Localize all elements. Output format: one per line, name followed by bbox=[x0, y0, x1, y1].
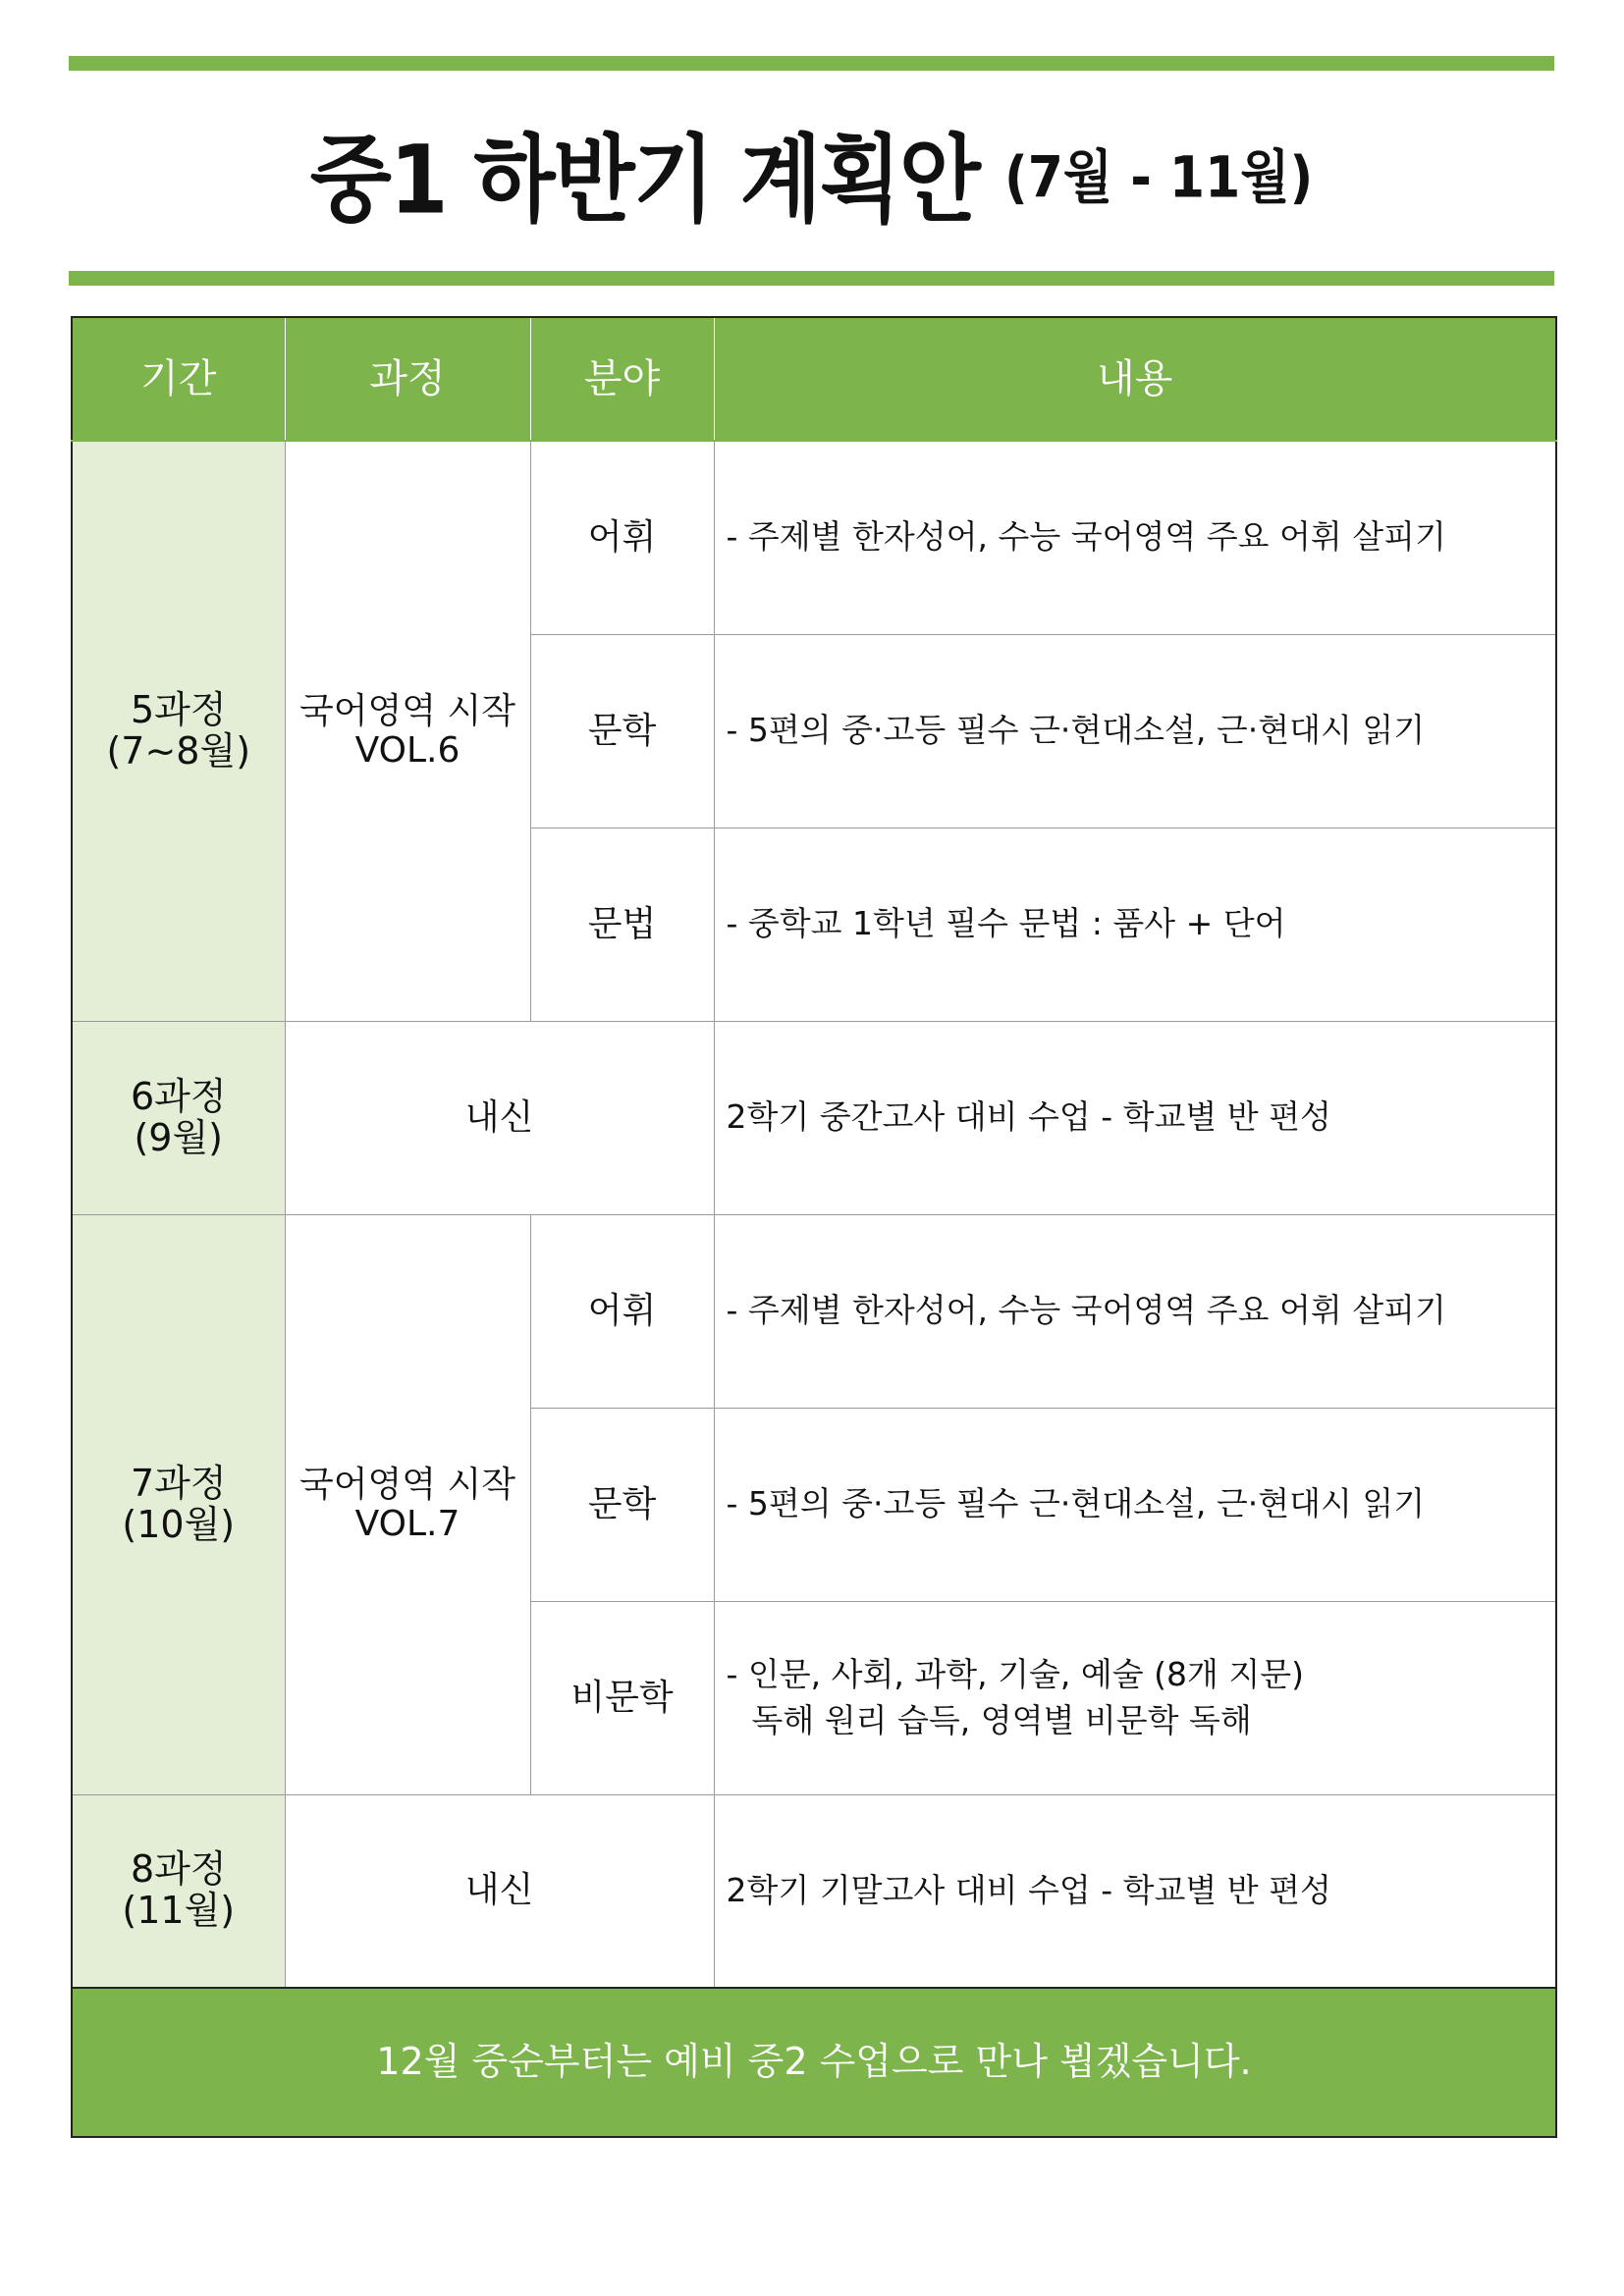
course-volume: VOL.6 bbox=[354, 729, 460, 771]
content-line: 독해 원리 습득, 영역별 비문학 독해 bbox=[751, 1700, 1252, 1739]
course-volume: VOL.7 bbox=[354, 1503, 460, 1544]
period-label: 7과정 bbox=[130, 1461, 227, 1505]
field-cell: 문학 bbox=[530, 1408, 714, 1601]
content-line: - 5편의 중·고등 필수 근·현대소설, 근·현대시 읽기 bbox=[726, 711, 1426, 750]
field-cell: 문법 bbox=[530, 828, 714, 1021]
period-cell bbox=[72, 1214, 285, 1794]
period-cell bbox=[72, 1021, 285, 1214]
content-cell bbox=[714, 1408, 1556, 1601]
field-cell: 문학 bbox=[530, 634, 714, 828]
header-content: 내용 bbox=[714, 317, 1556, 441]
course-cell: 내신 bbox=[285, 1794, 714, 1988]
header-field: 분야 bbox=[530, 317, 714, 441]
period-cell bbox=[72, 1794, 285, 1988]
period-label: 8과정 bbox=[130, 1847, 227, 1892]
table-row bbox=[72, 1021, 1556, 1214]
content-line: - 인문, 사회, 과학, 기술, 예술 (8개 지문) bbox=[726, 1654, 1304, 1693]
content-cell bbox=[714, 828, 1556, 1021]
content-line: - 5편의 중·고등 필수 근·현대소설, 근·현대시 읽기 bbox=[726, 1484, 1426, 1523]
footer-notice: 12월 중순부터는 예비 중2 수업으로 만나 뵙겠습니다. bbox=[72, 1988, 1556, 2137]
field-cell: 어휘 bbox=[530, 441, 714, 634]
bottom-divider-bar bbox=[69, 271, 1554, 286]
period-months: (11월) bbox=[122, 1889, 236, 1933]
table-row bbox=[72, 1214, 1556, 1408]
table-row bbox=[72, 1794, 1556, 1988]
page-title bbox=[69, 98, 1554, 245]
curriculum-plan-table bbox=[71, 316, 1557, 2138]
header-period: 기간 bbox=[72, 317, 285, 441]
content-line: - 주제별 한자성어, 수능 국어영역 주요 어휘 살피기 bbox=[726, 517, 1446, 557]
period-months: (10월) bbox=[122, 1502, 236, 1546]
course-name: 국어영역 시작 bbox=[298, 691, 516, 732]
course-cell: 내신 bbox=[285, 1021, 714, 1214]
field-cell: 어휘 bbox=[530, 1214, 714, 1408]
course-cell bbox=[285, 1214, 530, 1794]
content-cell bbox=[714, 634, 1556, 828]
content-cell: 2학기 중간고사 대비 수업 - 학교별 반 편성 bbox=[714, 1021, 1556, 1214]
content-line: - 중학교 1학년 필수 문법 : 품사 + 단어 bbox=[726, 904, 1286, 943]
header-course: 과정 bbox=[285, 317, 530, 441]
page-title-period: (7월 - 11월) bbox=[1003, 144, 1314, 211]
table-footer-row bbox=[72, 1988, 1556, 2137]
table-row bbox=[72, 441, 1556, 634]
table-header-row bbox=[72, 317, 1556, 441]
period-cell bbox=[72, 441, 285, 1021]
page-title-main: 중1 하반기 계획안 bbox=[309, 125, 979, 236]
field-cell: 비문학 bbox=[530, 1601, 714, 1794]
top-divider-bar bbox=[69, 56, 1554, 71]
period-label: 5과정 bbox=[130, 687, 227, 731]
content-cell bbox=[714, 1601, 1556, 1794]
period-months: (9월) bbox=[134, 1115, 224, 1159]
period-label: 6과정 bbox=[130, 1074, 227, 1118]
content-cell: 2학기 기말고사 대비 수업 - 학교별 반 편성 bbox=[714, 1794, 1556, 1988]
period-months: (7~8월) bbox=[106, 728, 251, 773]
course-name: 국어영역 시작 bbox=[298, 1464, 516, 1505]
content-cell bbox=[714, 1214, 1556, 1408]
content-cell bbox=[714, 441, 1556, 634]
course-cell bbox=[285, 441, 530, 1021]
content-line: - 주제별 한자성어, 수능 국어영역 주요 어휘 살피기 bbox=[726, 1291, 1446, 1330]
